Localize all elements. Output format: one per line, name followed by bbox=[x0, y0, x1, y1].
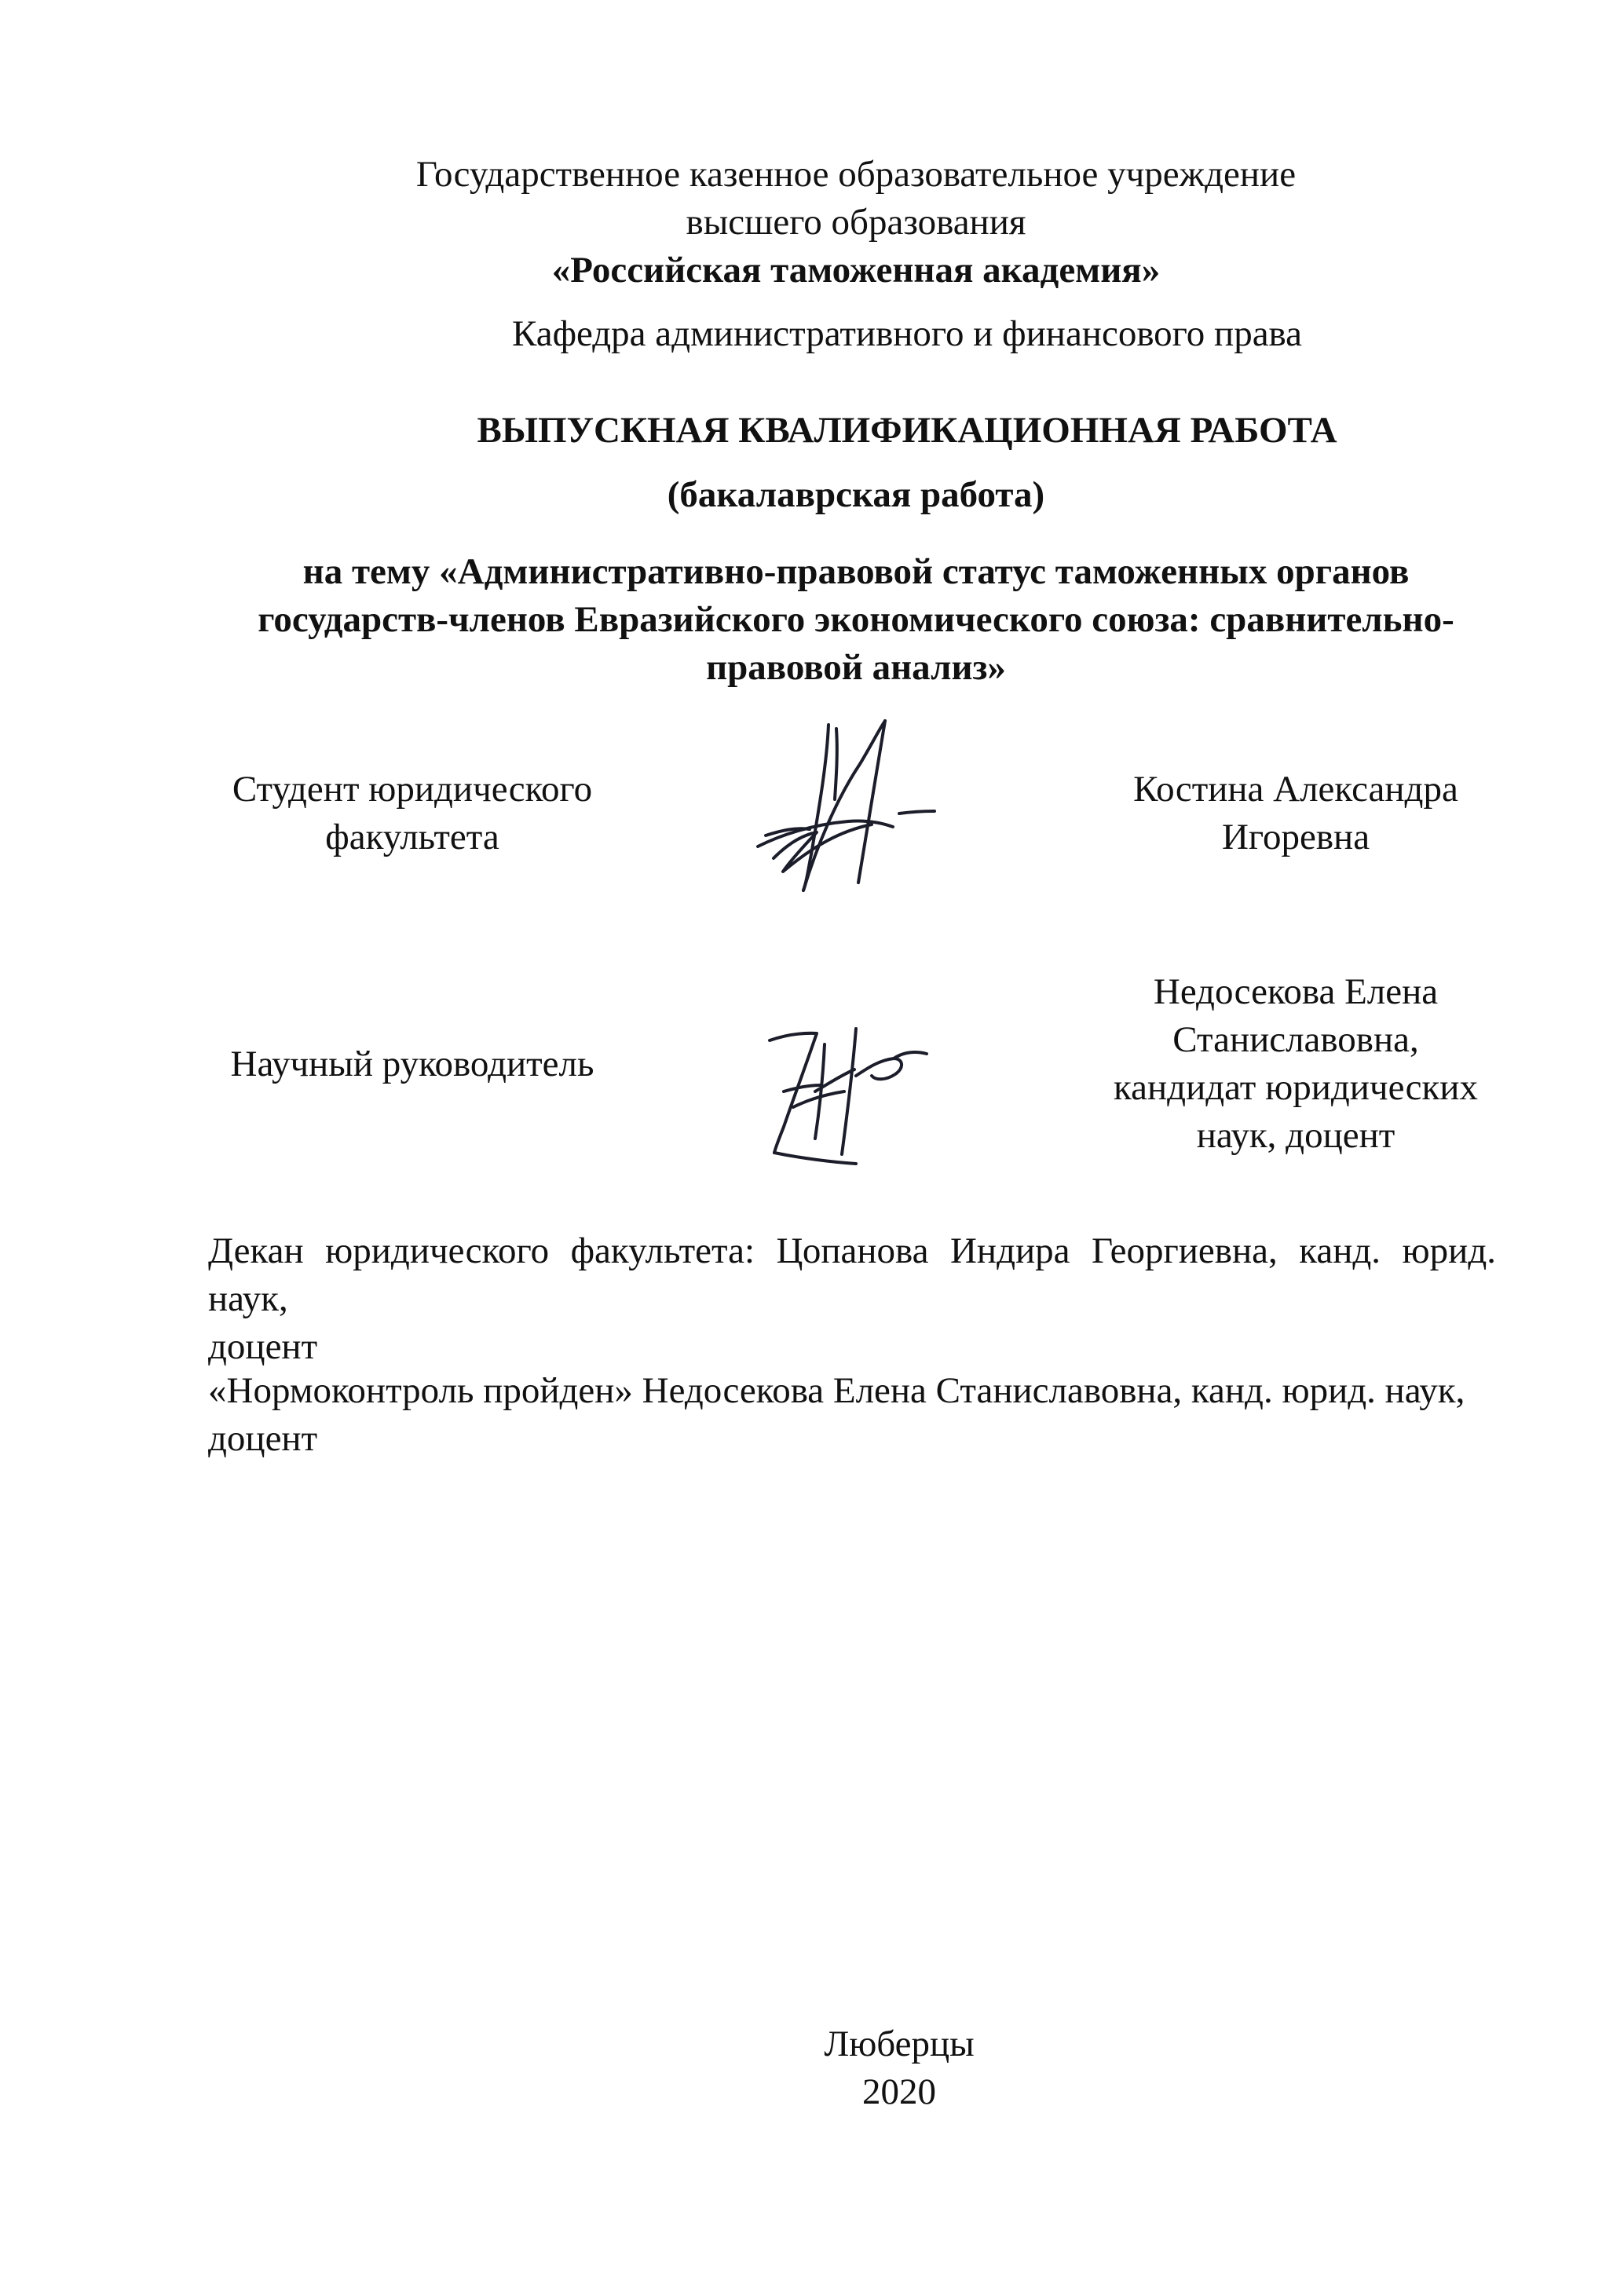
student-name bbox=[1084, 766, 1508, 861]
normcontrol-paragraph bbox=[208, 1367, 1496, 1463]
institution-line: высшего образования bbox=[686, 202, 1026, 243]
topic-line: правовой анализ» bbox=[706, 647, 1006, 688]
advisor-name-line: наук, доцент bbox=[1196, 1115, 1395, 1156]
dean-line: доцент bbox=[208, 1326, 318, 1367]
student-role-line: Студент юридического bbox=[232, 769, 593, 810]
document-title: ВЫПУСКНАЯ КВАЛИФИКАЦИОННАЯ РАБОТА bbox=[477, 410, 1337, 451]
normcontrol-line: «Нормоконтроль пройден» Недосекова Елена Станиславовна, канд. юрид. наук, bbox=[208, 1370, 1465, 1411]
advisor-name-line: Станиславовна, bbox=[1172, 1019, 1419, 1060]
advisor-name-line: Недосекова Елена bbox=[1153, 971, 1439, 1012]
student-role bbox=[200, 766, 624, 861]
institution-line: Государственное казенное образовательное учреждение bbox=[415, 154, 1297, 195]
student-role-line: факультета bbox=[325, 817, 499, 857]
topic-line: на тему «Административно-правовой статус таможенных органов bbox=[302, 551, 1410, 592]
dean-paragraph bbox=[208, 1227, 1496, 1371]
student-signature-icon bbox=[711, 697, 962, 901]
city: Люберцы bbox=[824, 2024, 975, 2064]
thesis-topic bbox=[0, 548, 1624, 692]
advisor-signature-icon bbox=[738, 997, 942, 1178]
dean-line: Декан юридического факультета: Цопанова Индира Георгиевна, канд. юрид. наук, bbox=[208, 1230, 1496, 1319]
academy-name: «Российская таможенная академия» bbox=[551, 250, 1161, 291]
advisor-name-line: кандидат юридических bbox=[1114, 1067, 1478, 1108]
advisor-role bbox=[200, 1040, 624, 1088]
year: 2020 bbox=[862, 2071, 936, 2112]
normcontrol-line: доцент bbox=[208, 1418, 318, 1459]
advisor-role-line: Научный руководитель bbox=[230, 1044, 594, 1084]
department-name: Кафедра административного и финансового права bbox=[511, 313, 1302, 354]
topic-line: государств-членов Евразийского экономического союза: сравнительно- bbox=[258, 599, 1454, 640]
advisor-name bbox=[1084, 968, 1508, 1160]
institution-header bbox=[0, 151, 1624, 294]
student-name-line: Игоревна bbox=[1221, 817, 1370, 857]
document-subtitle: (бакалаврская работа) bbox=[667, 474, 1045, 515]
student-name-line: Костина Александра bbox=[1133, 769, 1458, 810]
